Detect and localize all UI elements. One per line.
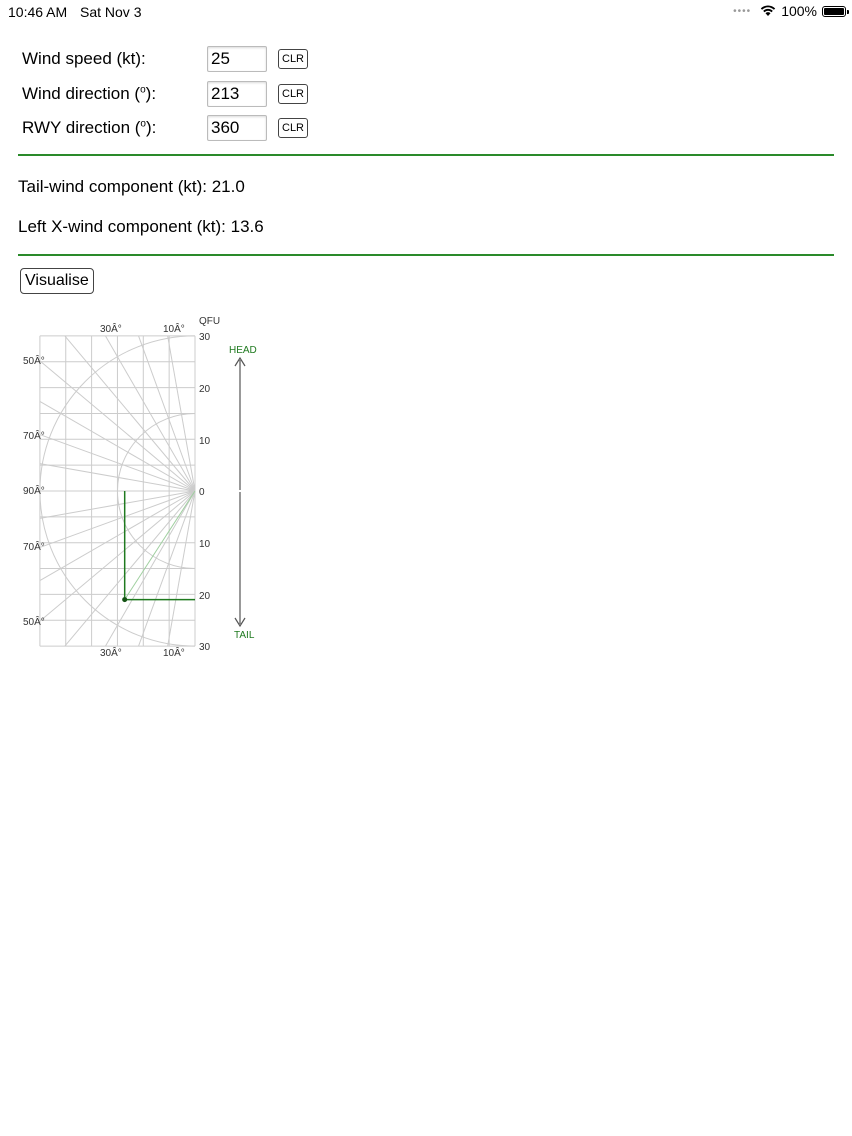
angle-label-top-10: 10Â° xyxy=(163,324,185,335)
wind-speed-row xyxy=(22,44,308,74)
tailwind-value: 21.0 xyxy=(211,177,245,196)
wind-direction-row xyxy=(22,79,308,109)
crosswind-label: Left X-wind component (kt): xyxy=(18,217,226,236)
qfu-label: QFU xyxy=(199,316,221,327)
wind-direction-clear-button[interactable]: CLR xyxy=(278,84,308,104)
speed-label-10-top: 10 xyxy=(199,436,211,447)
wifi-icon xyxy=(760,5,776,17)
speed-label-30-bottom: 30 xyxy=(199,642,211,653)
head-label: HEAD xyxy=(229,345,257,356)
status-bar xyxy=(0,0,852,22)
rwy-direction-input[interactable] xyxy=(207,115,267,141)
battery-percent: 100% xyxy=(781,3,817,19)
rwy-direction-clear-button[interactable]: CLR xyxy=(278,118,308,138)
speed-label-20-top: 20 xyxy=(199,384,211,395)
signal-dots-icon: •••• xyxy=(733,5,752,17)
rwy-direction-label: RWY direction ($^o$): xyxy=(22,118,157,137)
tailwind-result xyxy=(18,177,245,197)
angle-label-bottom-30: 30Â° xyxy=(100,648,122,659)
status-date: Sat Nov 3 xyxy=(80,4,142,20)
wind-vector-line xyxy=(125,491,195,600)
angle-label-left-50-bottom: 50Â° xyxy=(23,617,45,628)
crosswind-value: 13.6 xyxy=(230,217,264,236)
wind-speed-label: Wind speed (kt): xyxy=(22,49,146,68)
visualise-button[interactable]: Visualise xyxy=(20,268,94,294)
angle-label-bottom-10: 10Â° xyxy=(163,648,185,659)
divider-bottom xyxy=(18,254,834,256)
status-right xyxy=(733,3,846,19)
wind-direction-input[interactable] xyxy=(207,81,267,107)
divider-top xyxy=(18,154,834,156)
wind-component-plot xyxy=(122,491,195,602)
tail-label: TAIL xyxy=(234,630,255,641)
wind-direction-label: Wind direction ($^o$): xyxy=(22,84,157,103)
angle-label-left-50-top: 50Â° xyxy=(23,356,45,367)
angle-label-left-70-bottom: 70Â° xyxy=(23,542,45,553)
battery-icon xyxy=(822,6,846,17)
speed-label-20-bottom: 20 xyxy=(199,591,211,602)
speed-label-0: 0 xyxy=(199,487,205,498)
wind-speed-input[interactable] xyxy=(207,46,267,72)
angle-label-left-90: 90Â° xyxy=(23,486,45,497)
crosswind-result xyxy=(18,217,264,237)
wind-speed-clear-button[interactable]: CLR xyxy=(278,49,308,69)
wind-point xyxy=(122,597,127,602)
speed-label-30-top: 30 xyxy=(199,332,211,343)
angle-label-left-70-top: 70Â° xyxy=(23,431,45,442)
rwy-direction-row xyxy=(22,113,308,143)
wind-component-diagram xyxy=(0,300,300,670)
speed-label-10-bottom: 10 xyxy=(199,539,211,550)
status-time: 10:46 AM xyxy=(8,4,68,20)
angle-label-top-30: 30Â° xyxy=(100,324,122,335)
tailwind-label: Tail-wind component (kt): xyxy=(18,177,207,196)
